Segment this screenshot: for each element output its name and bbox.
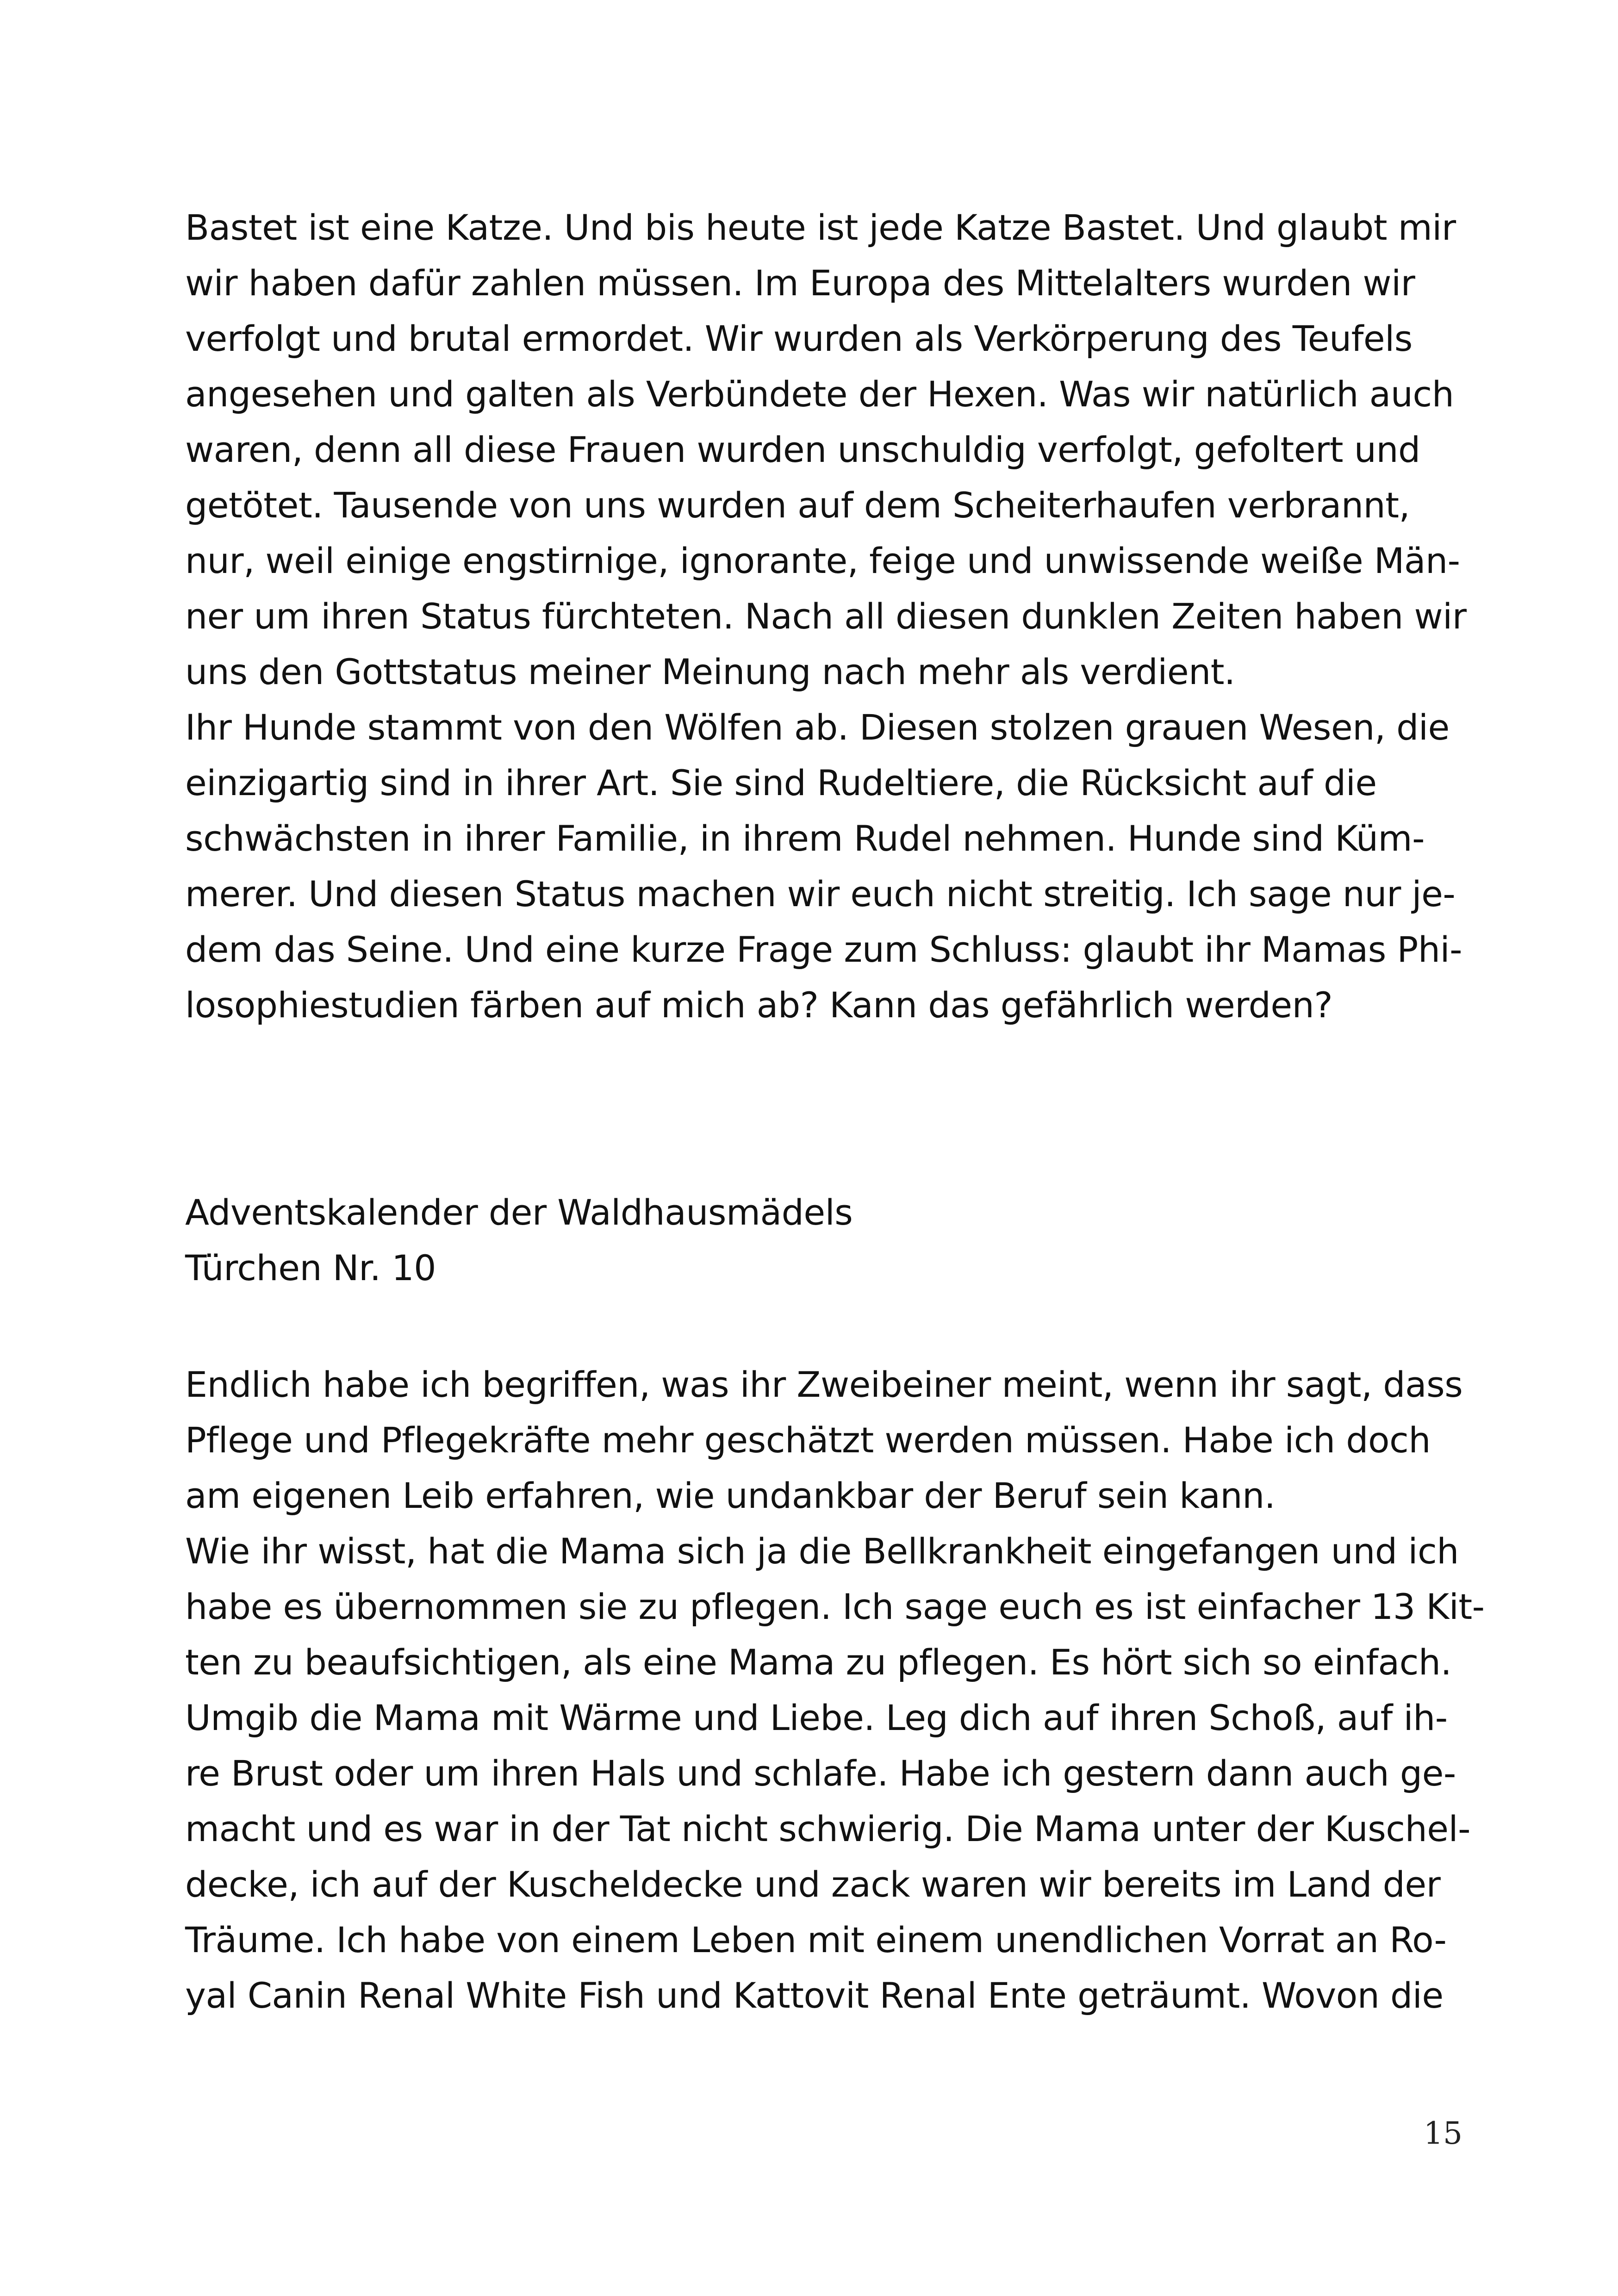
text-line: Wie ihr wisst, hat die Mama sich ja die Bellkrankheit eingefangen und ich	[185, 1531, 1459, 1572]
section-heading	[185, 1185, 1462, 1296]
text-line: losophiestudien färben auf mich ab? Kann das gefährlich werden?	[185, 984, 1333, 1026]
text-line: einzigartig sind in ihrer Art. Sie sind Rudeltiere, die Rücksicht auf die	[185, 762, 1377, 803]
text-line: am eigenen Leib erfahren, wie undankbar der Beruf sein kann.	[185, 1475, 1276, 1516]
paragraph-block-pflege	[185, 1357, 1485, 2023]
text-line: merer. Und diesen Status machen wir euch nicht streitig. Ich sage nur je-	[185, 873, 1456, 915]
text-line: dem das Seine. Und eine kurze Frage zum Schluss: glaubt ihr Mamas Phi-	[185, 929, 1462, 970]
text-line: uns den Gottstatus meiner Meinung nach mehr als verdient.	[185, 651, 1235, 692]
heading-subtitle: Türchen Nr. 10	[185, 1247, 436, 1288]
text-line: re Brust oder um ihren Hals und schlafe. Habe ich gestern dann auch ge-	[185, 1753, 1456, 1794]
text-line: getötet. Tausende von uns wurden auf dem Scheiterhaufen verbrannt,	[185, 485, 1410, 526]
text-line: habe es übernommen sie zu pflegen. Ich sage euch es ist einfacher 13 Kit-	[185, 1586, 1485, 1627]
text-line: macht und es war in der Tat nicht schwierig. Die Mama unter der Kuschel-	[185, 1808, 1471, 1849]
text-line: ten zu beaufsichtigen, als eine Mama zu pflegen. Es hört sich so einfach.	[185, 1642, 1452, 1683]
text-line: Träume. Ich habe von einem Leben mit einem unendlichen Vorrat an Ro-	[185, 1919, 1447, 1960]
text-line: wir haben dafür zahlen müssen. Im Europa des Mittelalters wurden wir	[185, 262, 1415, 304]
text-line: Bastet ist eine Katze. Und bis heute ist jede Katze Bastet. Und glaubt mir	[185, 207, 1456, 248]
text-line: yal Canin Renal White Fish und Kattovit Renal Ente geträumt. Wovon die	[185, 1975, 1444, 2016]
text-line: decke, ich auf der Kuscheldecke und zack waren wir bereits im Land der	[185, 1864, 1441, 1905]
text-line: verfolgt und brutal ermordet. Wir wurden als Verkörperung des Teufels	[185, 318, 1413, 359]
text-line: ner um ihren Status fürchteten. Nach all diesen dunklen Zeiten haben wir	[185, 596, 1467, 637]
text-line: nur, weil einige engstirnige, ignorante, feige und unwissende weiße Män-	[185, 540, 1460, 581]
text-line: waren, denn all diese Frauen wurden unschuldig verfolgt, gefoltert und	[185, 429, 1420, 470]
paragraph-block-bastet	[185, 200, 1467, 1033]
text-line: Endlich habe ich begriffen, was ihr Zweibeiner meint, wenn ihr sagt, dass	[185, 1364, 1463, 1405]
text-line: Ihr Hunde stammt von den Wölfen ab. Diesen stolzen grauen Wesen, die	[185, 707, 1450, 748]
text-line: Pflege und Pflegekräfte mehr geschätzt werden müssen. Habe ich doch	[185, 1419, 1431, 1461]
heading-title: Adventskalender der Waldhausmädels	[185, 1192, 853, 1233]
text-line: angesehen und galten als Verbündete der Hexen. Was wir natürlich auch	[185, 373, 1454, 415]
text-line: schwächsten in ihrer Familie, in ihrem Rudel nehmen. Hunde sind Küm-	[185, 818, 1425, 859]
page-number: 15	[1424, 2116, 1462, 2151]
text-line: Umgib die Mama mit Wärme und Liebe. Leg dich auf ihren Schoß, auf ih-	[185, 1697, 1448, 1738]
